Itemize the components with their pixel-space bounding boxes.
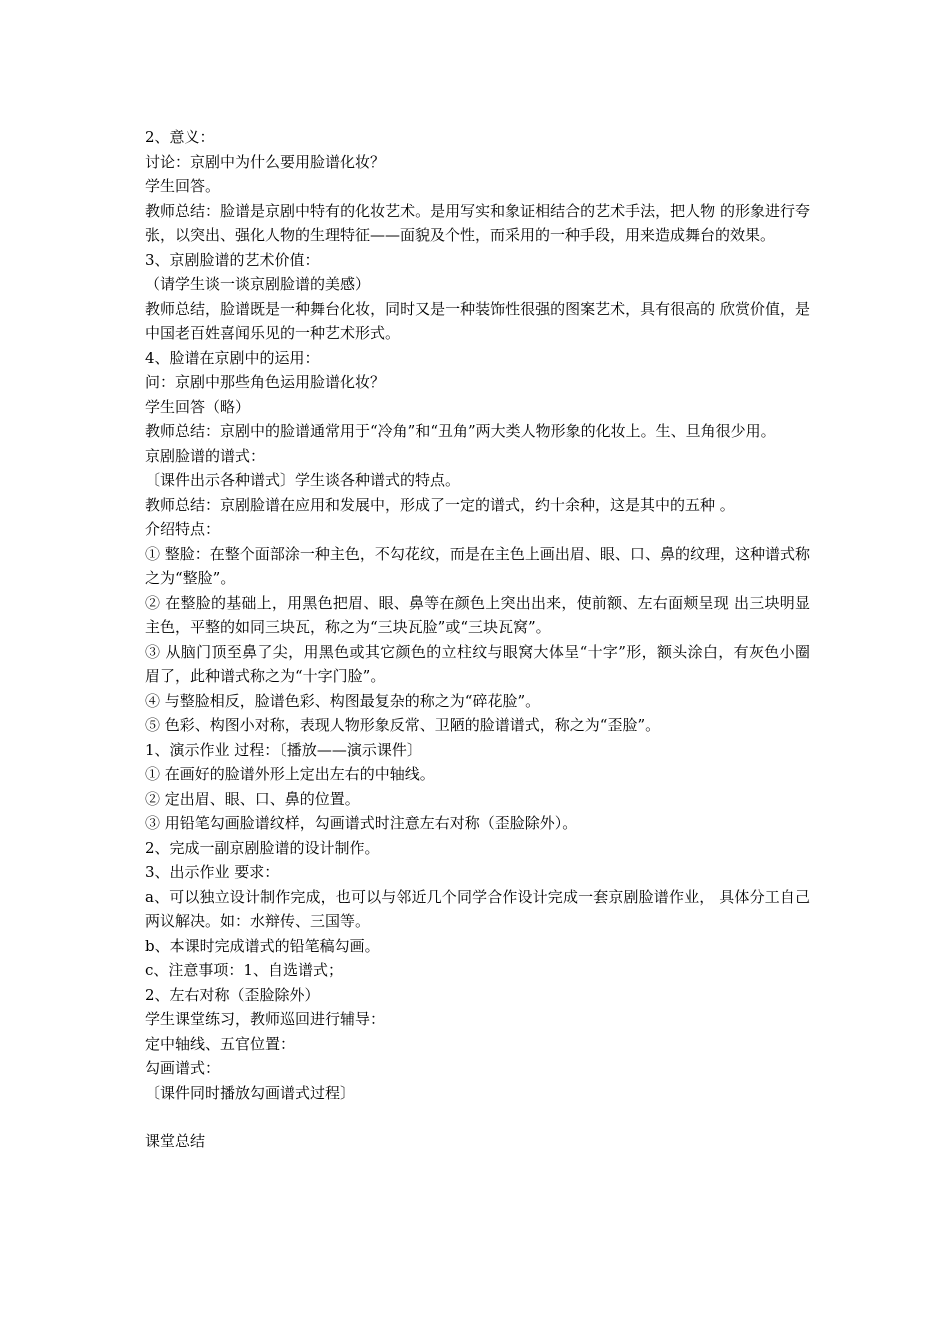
paragraph: 勾画谱式： <box>145 1059 221 1077</box>
paragraph: 学生回答（略） <box>145 397 251 416</box>
section-heading-summary: 课堂总结 <box>145 1132 206 1150</box>
paragraph: 学生回答。 <box>145 177 221 195</box>
blank-line <box>145 1105 810 1129</box>
list-item: ③ 从脑门顶至鼻了尖，用黑色或其它颜色的立柱纹与眼窝大体呈“十字”形，额头涂白，有灰色小圈眉了，此种谱式称之为“十字门脸”。 <box>145 642 810 685</box>
paragraph: 问：京剧中那些角色运用脸谱化妆？ <box>145 373 386 391</box>
paragraph: 学生课堂练习，教师巡回进行辅导： <box>145 1010 386 1028</box>
list-item: ④ 与整脸相反，脸谱色彩、构图最复杂的称之为“碎花脸”。 <box>145 691 541 710</box>
section-heading-artistic-value: 3、京剧脸谱的艺术价值： <box>145 250 320 269</box>
list-item: ③ 用铅笔勾画脸谱纹样，勾画谱式时注意左右对称（歪脸除外）。 <box>145 814 578 832</box>
section-heading-usage: 4、脸谱在京剧中的运用： <box>145 348 320 367</box>
document-body <box>145 125 810 1154</box>
paragraph: 讨论：京剧中为什么要用脸谱化妆？ <box>145 152 386 171</box>
paragraph: 2、左右对称（歪脸除外） <box>145 985 320 1004</box>
section-heading-significance: 2、意义： <box>145 128 215 146</box>
list-item: ① 整脸：在整个面部涂一种主色，不勾花纹，而是在主色上画出眉、眼、口、鼻的纹理，这种谱式称之为“整脸”。 <box>145 544 810 587</box>
paragraph: 〔课件出示各种谱式〕学生谈各种谱式的特点。 <box>145 471 461 489</box>
paragraph: 教师总结，脸谱既是一种舞台化妆，同时又是一种装饰性很强的图案艺术，具有很高的 欣赏价值，是中国老百姓喜闻乐见的一种艺术形式。 <box>145 299 810 342</box>
paragraph: 1、演示作业 过程：〔播放——演示课件〕 <box>145 740 422 759</box>
paragraph: 〔课件同时播放勾画谱式过程〕 <box>145 1083 356 1102</box>
paragraph: a、可以独立设计制作完成，也可以与邻近几个同学合作设计完成一套京剧脸谱作业， 具体分工自己两议解决。如：水辩传、三国等。 <box>145 887 810 930</box>
paragraph: 教师总结：京剧脸谱在应用和发展中，形成了一定的谱式，约十余种，这是其中的五种 。 <box>145 495 735 514</box>
paragraph: 2、完成一副京剧脸谱的设计制作。 <box>145 838 380 857</box>
paragraph: 定中轴线、五官位置： <box>145 1034 296 1053</box>
list-item: ② 在整脸的基础上，用黑色把眉、眼、鼻等在颜色上突出出来，使前额、左右面颊呈现 出三块明显主色，平整的如同三块瓦，称之为“三块瓦脸”或“三块瓦窝”。 <box>145 593 810 636</box>
list-item: ① 在画好的脸谱外形上定出左右的中轴线。 <box>145 765 435 783</box>
paragraph: 京剧脸谱的谱式： <box>145 446 266 465</box>
paragraph: （请学生谈一谈京剧脸谱的美感） <box>145 275 371 293</box>
paragraph: 教师总结：脸谱是京剧中特有的化妆艺术。是用写实和象证相结合的艺术手法，把人物 的形象进行夸张，以突出、强化人物的生理特征——面貌及个性，而采用的一种手段，用来造成舞台的效果。 <box>145 201 810 244</box>
paragraph: 3、出示作业 要求： <box>145 863 280 881</box>
paragraph: 教师总结：京剧中的脸谱通常用于“冷角”和“丑角”两大类人物形象的化妆上。生、旦角很少用。 <box>145 422 776 440</box>
list-item: ⑤ 色彩、构图小对称，表现人物形象反常、卫陋的脸谱谱式，称之为“歪脸”。 <box>145 716 661 734</box>
paragraph: b、本课时完成谱式的铅笔稿勾画。 <box>145 936 380 955</box>
paragraph: 介绍特点： <box>145 520 221 538</box>
paragraph: c、注意事项：1、自选谱式； <box>145 961 343 979</box>
list-item: ② 定出眉、眼、口、鼻的位置。 <box>145 789 360 808</box>
